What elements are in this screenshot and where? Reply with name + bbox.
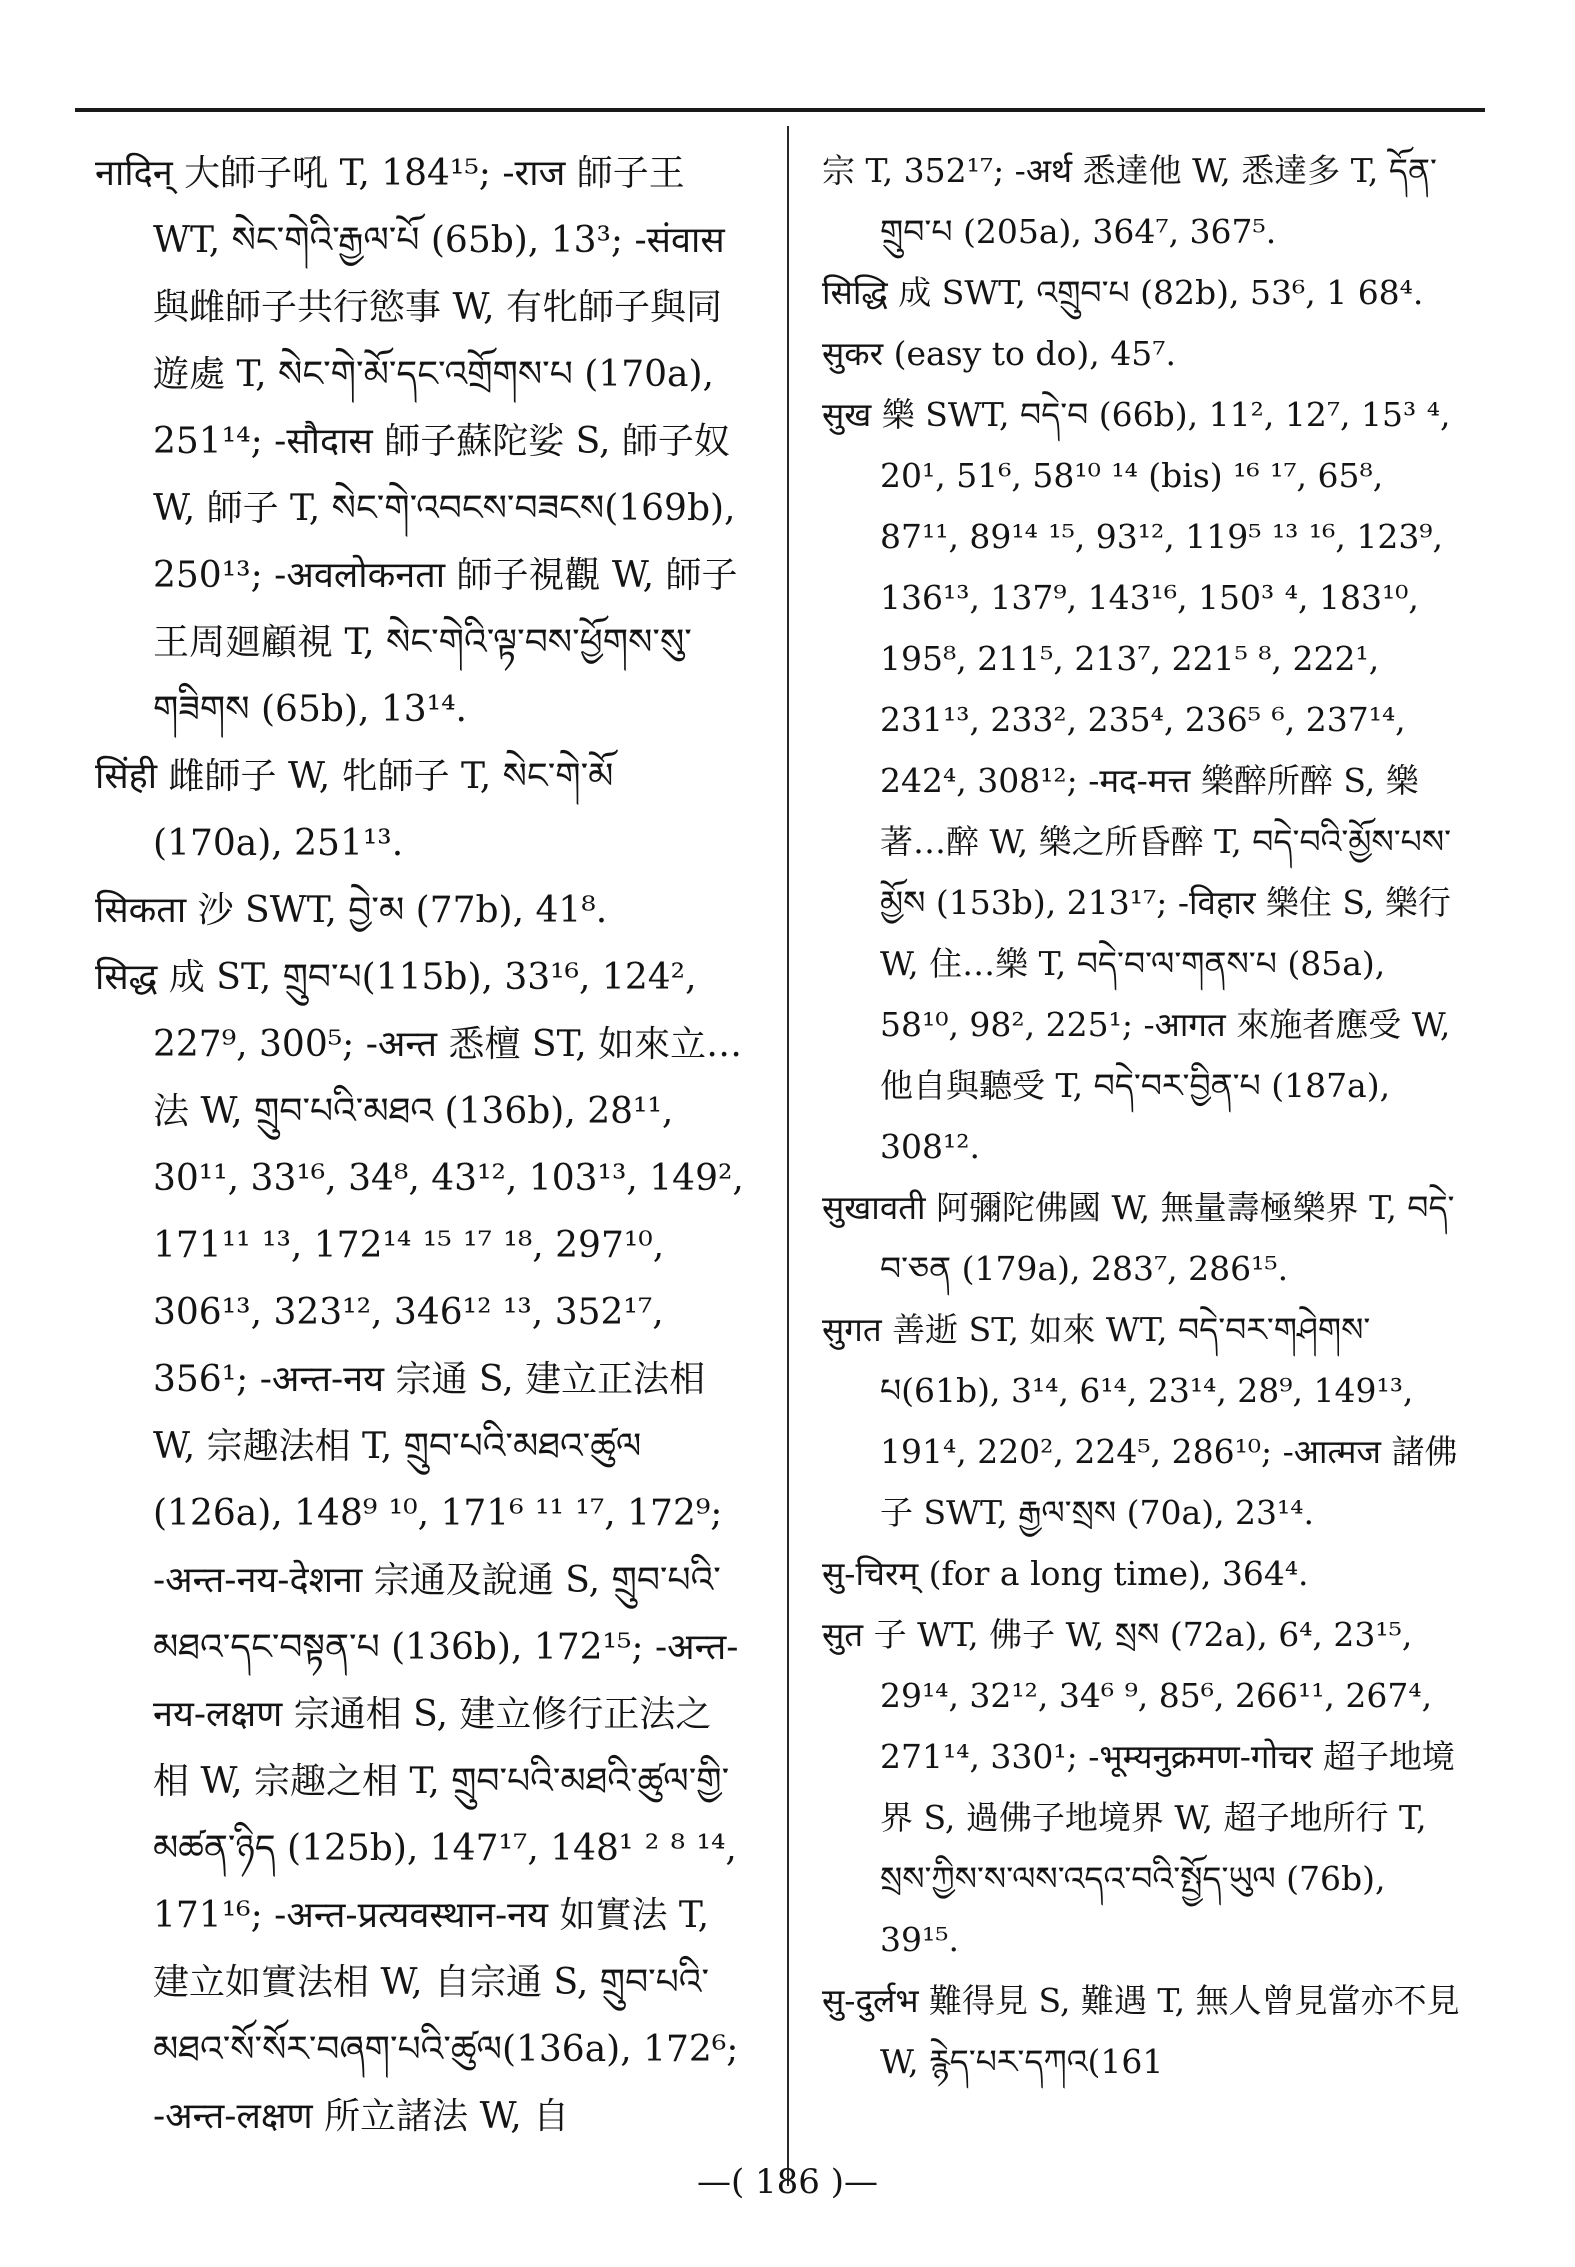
dictionary-entry: सुख 樂 SWT, བདེ་བ (66b), 11², 12⁷, 15³ ⁴, 20¹, 51⁶, 58¹⁰ ¹⁴ (bis) ¹⁶ ¹⁷, 65⁸, 87¹¹, 89¹⁴ ¹⁵, 93¹², 119⁵ ¹³ ¹⁶, 123⁹, 136¹³, 137⁹, 143¹⁶, 150³ ⁴, 183¹⁰, 195⁸, 211⁵, 213⁷, 221⁵ ⁸, 222¹, 231¹³, 233², 235⁴, 236⁵ ⁶, 237¹⁴, 242⁴, 308¹²; -मद-मत्त 樂醉所醉 S, 樂著…醉 W, 樂之所昏醉 T, བདེ་བའི་མྱོས་པས་མྱོས (153b), 213¹⁷; -विहार 樂住 S, 樂行 W, 住…樂 T, བདེ་བ་ལ་གནས་པ (85a), 58¹⁰, 98², 225¹; -आगत 來施者應受 W, 他自與聽受 T, བདེ་བར་བྱིན་པ (187a), 308¹². bbox=[822, 395, 1452, 1166]
dictionary-entry: सुत 子 WT, 佛子 W, སྲས (72a), 6⁴, 23¹⁵, 29¹⁴, 32¹², 34⁶ ⁹, 85⁶, 266¹¹, 267⁴, 271¹⁴, 330¹; -भूम्यनुक्रमण-गोचर 超子地境界 S, 過佛子地境界 W, 超子地所行 T, སྲས་ཀྱིས་ས་ལས་འདའ་བའི་སྤྱོད་ཡུལ (76b), 39¹⁵. bbox=[822, 1615, 1455, 1959]
top-rule bbox=[75, 108, 1485, 112]
dictionary-entry: 宗 T, 352¹⁷; -अर्थ 悉達他 W, 悉達多 T, དོན་གྲུབ་པ (205a), 364⁷, 367⁵. bbox=[822, 151, 1437, 251]
column-divider bbox=[787, 126, 789, 2186]
dictionary-entry: सुखावती 阿彌陀佛國 W, 無量壽極樂界 T, བདེ་བ་ཅན (179a), 283⁷, 286¹⁵. bbox=[822, 1188, 1455, 1288]
page-number: —( 186 )— bbox=[696, 2162, 879, 2202]
dictionary-entry: सिद्ध 成 ST, གྲུབ་པ(115b), 33¹⁶, 124², 227⁹, 300⁵; -अन्त 悉檀 ST, 如來立…法 W, གྲུབ་པའི་མཐའ (136b), 28¹¹, 30¹¹, 33¹⁶, 34⁸, 43¹², 103¹³, 149², 171¹¹ ¹³, 172¹⁴ ¹⁵ ¹⁷ ¹⁸, 297¹⁰, 306¹³, 323¹², 346¹² ¹³, 352¹⁷, 356¹; -अन्त-नय 宗通 S, 建立正法相 W, 宗趣法相 T, གྲུབ་པའི་མཐའ་ཚུལ (126a), 148⁹ ¹⁰, 171⁶ ¹¹ ¹⁷, 172⁹; -अन्त-नय-देशना 宗通及說通 S, གྲུབ་པའི་མཐའ་དང་བསྟན་པ (136b), 172¹⁵; -अन्त-नय-लक्षण 宗通相 S, 建立修行正法之相 W, 宗趣之相 T, གྲུབ་པའི་མཐའི་ཚུལ་གྱི་མཚན་ཉིད (125b), 147¹⁷, 148¹ ² ⁸ ¹⁴, 171¹⁶; -अन्त-प्रत्यवस्थान-नय 如實法 T, 建立如實法相 W, 自宗通 S, གྲུབ་པའི་མཐའ་སོ་སོར་བཞག་པའི་ཚུལ(136a), 172⁶; -अन्त-लक्षण 所立諸法 W, 自 bbox=[95, 957, 744, 2137]
dictionary-entry: सुगत 善逝 ST, 如來 WT, བདེ་བར་གཤེགས་པ(61b), 3¹⁴, 6¹⁴, 23¹⁴, 28⁹, 149¹³, 191⁴, 220², 224⁵, 286¹⁰; -आत्मज 諸佛子 SWT, རྒྱལ་སྲས (70a), 23¹⁴. bbox=[822, 1310, 1458, 1532]
right-column bbox=[822, 140, 1472, 2092]
dictionary-entry: सिद्धि 成 SWT, འགྲུབ་པ (82b), 53⁶, 1 68⁴. bbox=[822, 273, 1424, 312]
dictionary-entry: सु-दुर्लभ 難得見 S, 難遇 T, 無人曾見當亦不見 W, རྙེད་པར་དཀའ(161 bbox=[822, 1981, 1460, 2081]
dictionary-entry: सु-चिरम् (for a long time), 364⁴. bbox=[822, 1554, 1309, 1593]
left-column bbox=[95, 140, 745, 2150]
dictionary-entry: सिंही 雌師子 W, 牝師子 T, སེང་གེ་མོ (170a), 251¹³. bbox=[95, 756, 614, 864]
dictionary-entry: सिकता 沙 SWT, བྱེ་མ (77b), 41⁸. bbox=[95, 890, 608, 931]
dictionary-entry: सुकर (easy to do), 45⁷. bbox=[822, 334, 1176, 373]
dictionary-entry: नादिन् 大師子吼 T, 184¹⁵; -राज 師子王 WT, སེང་གེའི་རྒྱལ་པོ (65b), 13³; -संवास 與雌師子共行慾事 W, 有牝師子與同遊處 T, སེང་གེ་མོ་དང་འགྲོགས་པ (170a), 251¹⁴; -सौदास 師子蘇陀娑 S, 師子奴 W, 師子 T, སེང་གེ་འབངས་བཟངས(169b), 250¹³; -अवलोकनता 師子視觀 W, 師子王周廻顧視 T, སེང་གེའི་ལྟ་བས་ཕྱོགས་སུ་གཟིགས (65b), 13¹⁴. bbox=[95, 153, 738, 730]
